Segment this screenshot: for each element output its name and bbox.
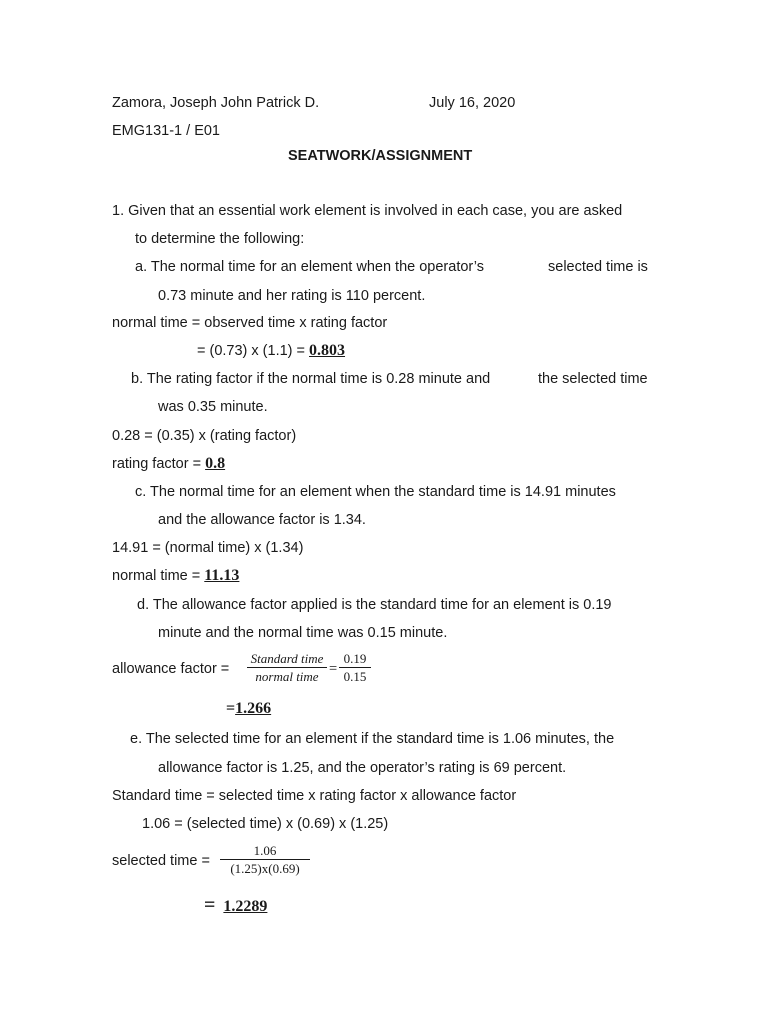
part-a-calc (197, 342, 345, 360)
part-d-frac1-denominator: normal time (255, 669, 319, 684)
part-b-equation: 0.28 = (0.35) x (rating factor) (112, 428, 297, 444)
part-a-line1b: selected time is (548, 259, 648, 275)
part-d-label: allowance factor = (112, 661, 230, 677)
part-e-formula: Standard time = selected time x rating factor x allowance factor (112, 788, 517, 804)
part-d-frac2-denominator: 0.15 (343, 669, 367, 684)
part-d-line1: d. The allowance factor applied is the standard time for an element is 0.19 (137, 597, 612, 613)
part-c-result (112, 567, 239, 585)
part-e-label: selected time = (112, 853, 210, 869)
part-c-answer: 11.13 (204, 567, 240, 584)
part-e-result (204, 896, 267, 916)
part-b-line2: was 0.35 minute. (158, 399, 268, 415)
page-title: SEATWORK/ASSIGNMENT (288, 148, 473, 164)
part-b-label: rating factor = (112, 456, 206, 472)
part-a-answer: 0.803 (309, 342, 346, 359)
part-e-frac-numerator: 1.06 (253, 843, 277, 858)
question-intro-line2: to determine the following: (135, 231, 305, 247)
part-e-equation: 1.06 = (selected time) x (0.69) x (1.25) (142, 816, 389, 832)
part-a-line2: 0.73 minute and her rating is 110 percent. (158, 288, 426, 304)
part-d-fraction-2 (339, 650, 371, 685)
part-e-fraction (220, 842, 310, 877)
part-b-answer: 0.8 (205, 455, 226, 472)
part-d-frac2-numerator: 0.19 (343, 651, 367, 666)
part-c-line2: and the allowance factor is 1.34. (158, 512, 366, 528)
part-e-frac-denominator: (1.25)x(0.69) (230, 861, 300, 876)
part-d-result-equals: = (226, 700, 236, 717)
part-a-line1a: a. The normal time for an element when the operator’s (135, 259, 484, 275)
part-d-fraction-1 (247, 650, 327, 685)
part-d-result (226, 700, 271, 718)
part-b-line1a: b. The rating factor if the normal time is 0.28 minute and (131, 371, 491, 387)
part-e-result-equals: = (204, 894, 216, 916)
part-d-answer: 1.266 (235, 700, 272, 717)
part-c-equation: 14.91 = (normal time) x (1.34) (112, 540, 304, 556)
part-b-line1b: the selected time (538, 371, 648, 387)
part-b-result (112, 455, 225, 473)
document-date: July 16, 2020 (429, 95, 516, 111)
part-d-line2: minute and the normal time was 0.15 minute. (158, 625, 448, 641)
part-a-calc-text: = (0.73) x (1.1) = (197, 343, 310, 359)
part-e-answer: 1.2289 (223, 898, 268, 915)
part-a-formula: normal time = observed time x rating factor (112, 315, 388, 331)
course-section: EMG131-1 / E01 (112, 123, 220, 139)
part-d-equals: = (329, 661, 338, 677)
part-d-frac1-numerator: Standard time (250, 651, 324, 666)
question-intro-line1: 1. Given that an essential work element is involved in each case, you are asked (112, 203, 623, 219)
part-c-line1: c. The normal time for an element when the standard time is 14.91 minutes (135, 484, 616, 500)
student-name: Zamora, Joseph John Patrick D. (112, 95, 320, 111)
part-c-label: normal time = (112, 568, 205, 584)
part-e-line1: e. The selected time for an element if the standard time is 1.06 minutes, the (130, 731, 615, 747)
part-e-line2: allowance factor is 1.25, and the operator’s rating is 69 percent. (158, 760, 567, 776)
